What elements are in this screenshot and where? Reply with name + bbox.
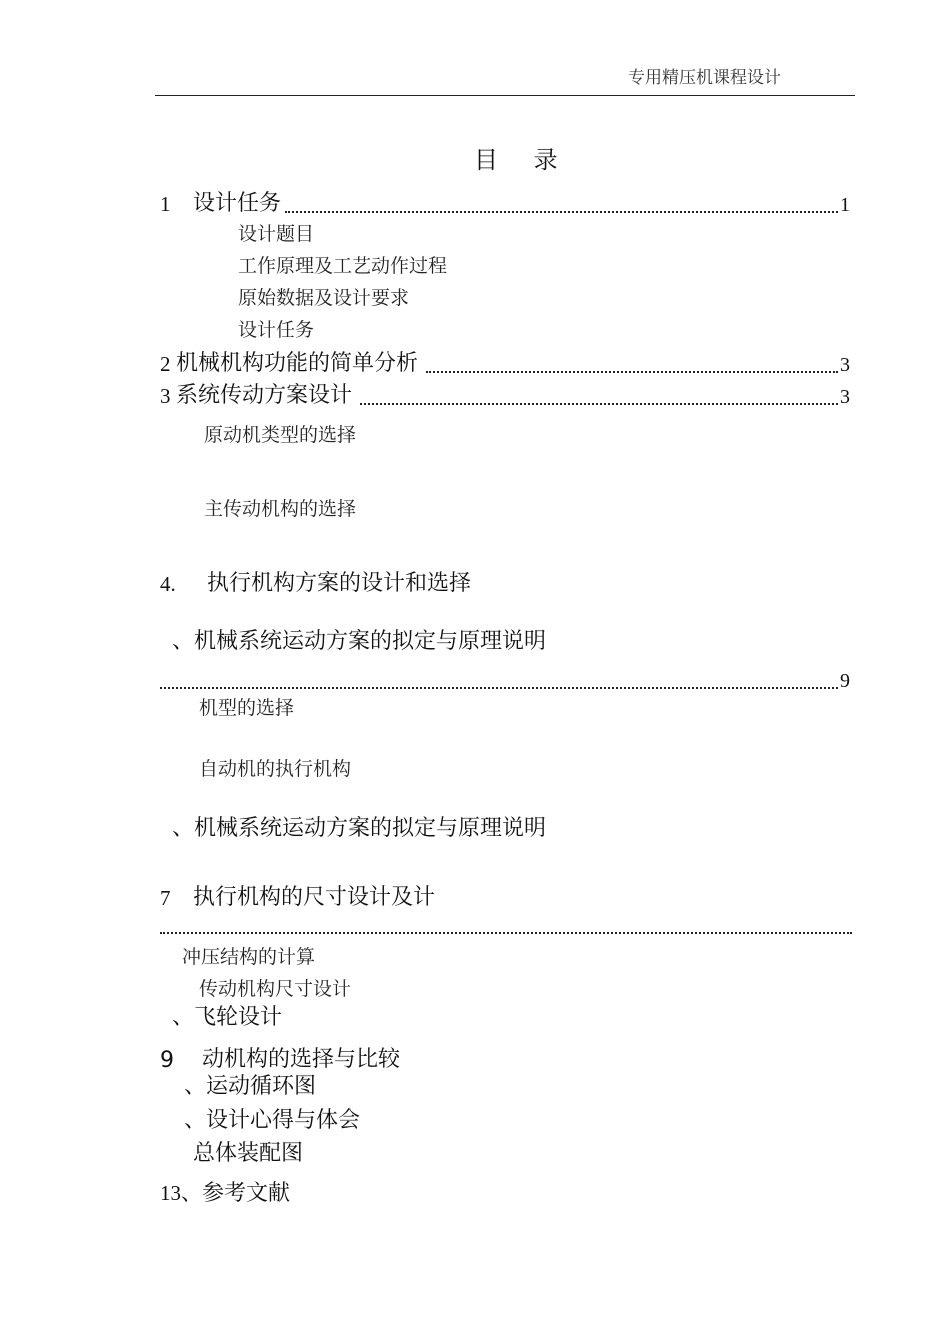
toc-subentry[interactable]: 传动机构尺寸设计 — [199, 978, 352, 1000]
dot-leader — [360, 403, 838, 405]
toc-entry-number: 3 — [160, 384, 171, 408]
toc-page-number: 3 — [840, 354, 850, 376]
toc-page-number: 1 — [840, 194, 850, 216]
toc-entry-label: 机械机构功能的简单分析 — [176, 351, 419, 376]
toc-entry-6[interactable]: 、机械系统运动方案的拟定与原理说明 — [172, 816, 547, 841]
toc-entry-8[interactable]: 、飞轮设计 — [172, 1005, 283, 1030]
toc-page-number: 9 — [840, 670, 850, 692]
toc-subentry[interactable]: 设计任务 — [238, 319, 315, 341]
dot-leader — [160, 687, 838, 689]
toc-subentry[interactable]: 冲压结构的计算 — [182, 946, 316, 968]
toc-title: 目 录 — [474, 146, 572, 174]
toc-entry-label: 参考文献 — [202, 1181, 291, 1206]
toc-page-number: 3 — [840, 386, 850, 408]
dot-leader — [426, 371, 838, 373]
toc-subentry[interactable]: 设计题目 — [238, 223, 315, 245]
toc-entry-5[interactable]: 、机械系统运动方案的拟定与原理说明 — [172, 629, 547, 654]
dot-leader — [285, 211, 838, 213]
toc-entry-11[interactable]: 、设计心得与体会 — [184, 1108, 361, 1133]
toc-entry-label: 动机构的选择与比较 — [202, 1047, 401, 1072]
toc-entry-3[interactable] — [160, 378, 850, 409]
toc-subentry[interactable]: 原始数据及设计要求 — [238, 287, 410, 309]
toc-entry-number: 1 — [160, 192, 171, 216]
toc-entry-10[interactable]: 、运动循环图 — [184, 1074, 317, 1099]
toc-subentry[interactable]: 工作原理及工艺动作过程 — [238, 255, 448, 277]
toc-entry-label: 设计任务 — [193, 191, 282, 216]
toc-subentry[interactable]: 原动机类型的选择 — [204, 424, 357, 446]
toc-entry-7[interactable] — [160, 880, 435, 911]
header-rule — [155, 95, 855, 96]
running-header: 专用精压机课程设计 — [628, 68, 781, 88]
toc-entry-number: 2 — [160, 352, 171, 376]
toc-entry-number: 13、 — [160, 1181, 202, 1205]
toc-entry-label: 系统传动方案设计 — [176, 383, 353, 408]
toc-subentry[interactable]: 自动机的执行机构 — [199, 758, 352, 780]
toc-subentry[interactable]: 机型的选择 — [199, 697, 295, 719]
dot-leader — [160, 932, 852, 934]
toc-entry-12[interactable]: 总体装配图 — [193, 1141, 304, 1166]
toc-entry-number: 4. — [160, 572, 176, 596]
toc-entry-9[interactable] — [160, 1042, 400, 1073]
toc-entry-2[interactable] — [160, 346, 850, 377]
toc-entry-label: 执行机构的尺寸设计及计 — [193, 885, 436, 910]
toc-subentry[interactable]: 主传动机构的选择 — [204, 498, 357, 520]
toc-entry-13[interactable] — [160, 1176, 290, 1207]
toc-entry-1[interactable] — [160, 186, 850, 217]
toc-entry-number: 9 — [160, 1048, 174, 1073]
toc-entry-number: 7 — [160, 886, 171, 910]
toc-entry-label: 执行机构方案的设计和选择 — [207, 571, 472, 596]
toc-entry-5-leader — [160, 670, 850, 693]
toc-entry-4[interactable] — [160, 566, 471, 597]
